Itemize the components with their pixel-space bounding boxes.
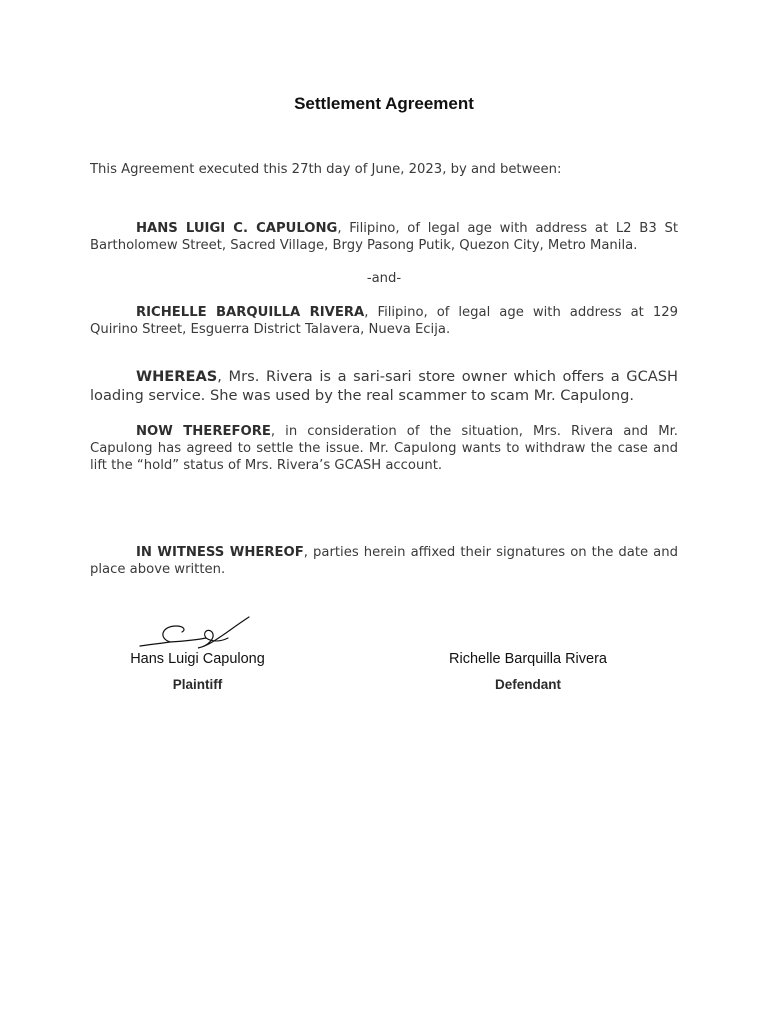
therefore-lead: NOW THEREFORE [136,424,271,439]
party1-details: , Filipino, of legal age with address at L2 B3 St Bartholomew Street, Sacred Village, Brgy Pasong Putik, Quezon City, Metro Manila. [90,221,678,253]
defendant-signature-block [428,651,628,692]
party-separator: -and- [366,271,402,286]
witness-text: , parties herein affixed their signatures on the date and place above written. [90,545,678,577]
intro-paragraph: This Agreement executed this 27th day of June, 2023, by and between: [90,162,562,177]
witness-lead: IN WITNESS WHEREOF [136,545,304,560]
defendant-name: Richelle Barquilla Rivera [449,651,607,667]
party2-name: RICHELLE BARQUILLA RIVERA [136,305,365,320]
party1-paragraph [90,220,678,254]
plaintiff-signature-block [110,651,285,692]
party2-paragraph [90,304,678,338]
whereas-paragraph [90,367,678,405]
whereas-text: , Mrs. Rivera is a sari-sari store owner which offers a GCASH loading service. She was used by the real scammer to scam Mr. Capulong. [90,368,678,404]
plaintiff-signature [136,612,256,656]
party1-name: HANS LUIGI C. CAPULONG [136,221,338,236]
party2-details: , Filipino, of legal age with address at 129 Quirino Street, Esguerra District Talavera, Nueva Ecija. [90,305,678,337]
document-title: Settlement Agreement [294,94,474,113]
witness-paragraph [90,544,678,578]
plaintiff-role: Plaintiff [172,677,223,692]
therefore-text: , in consideration of the situation, Mrs. Rivera and Mr. Capulong has agreed to settle the issue. Mr. Capulong wants to withdraw the case and lift the “hold” status of Mrs. Rivera’s GCASH account. [90,424,678,473]
plaintiff-name: Hans Luigi Capulong [130,651,265,667]
therefore-paragraph [90,423,678,474]
defendant-role: Defendant [494,677,561,692]
whereas-lead: WHEREAS [136,368,218,385]
